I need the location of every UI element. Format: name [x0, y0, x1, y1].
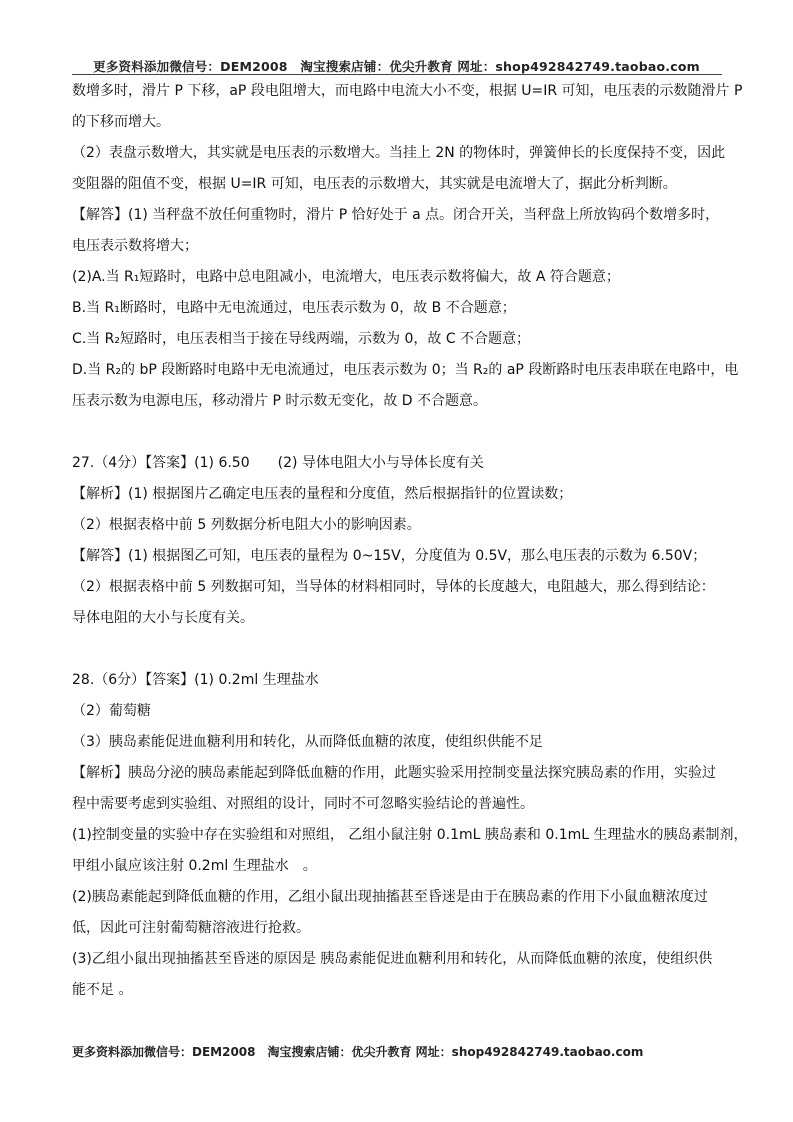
text-line: （2）葡萄糖: [72, 703, 151, 719]
text-line: （2）表盘示数增大，其实就是电压表的示数增大。当挂上 2N 的物体时，弹簧伸长的长度保持不变，因此: [72, 145, 726, 161]
header-divider: [72, 74, 722, 75]
text-line: 压表示数为电源电压，移动滑片 P 时示数无变化，故 D 不合题意。: [72, 393, 488, 409]
text-line: 导体电阻的大小与长度有关。: [72, 610, 254, 626]
text-line: （2）根据表格中前 5 列数据分析电阻大小的影响因素。: [72, 517, 421, 533]
text-line: 变阻器的阻值不变，根据 U=IR 可知，电压表的示数增大，其实就是电流增大了，据此分析判断。: [72, 176, 677, 192]
paragraph-gap: [72, 634, 724, 665]
text-line: (2)胰岛素能起到降低血糖的作用，乙组小鼠出现抽搐甚至昏迷是由于在胰岛素的作用下小鼠血糖浓度过: [72, 889, 708, 905]
text-line: 能不足 。: [72, 982, 133, 998]
text-line: B.当 R₁断路时，电路中无电流通过，电压表示数为 0，故 B 不合题意；: [72, 300, 516, 316]
paragraph-gap: [72, 417, 724, 448]
text-line: C.当 R₂短路时，电压表相当于接在导线两端，示数为 0，故 C 不合题意；: [72, 331, 531, 347]
text-line: （3）胰岛素能促进血糖利用和转化，从而降低血糖的浓度，使组织供能不足: [72, 734, 543, 750]
text-line: (2)A.当 R₁短路时，电路中总电阻减小，电流增大，电压表示数将偏大，故 A 符合题意；: [72, 269, 620, 285]
text-line: 甲组小鼠应该注射 0.2ml 生理盐水 。: [72, 858, 317, 874]
text-line: 【解析】胰岛分泌的胰岛素能起到降低血糖的作用，此题实验采用控制变量法探究胰岛素的作用，实验过: [72, 765, 716, 781]
text-line: 【解答】(1) 当秤盘不放任何重物时，滑片 P 恰好处于 a 点。闭合开关，当秤盘上所放钩码个数增多时，: [72, 207, 720, 223]
text-line: 【解析】(1) 根据图片乙确定电压表的量程和分度值，然后根据指针的位置读数；: [72, 486, 573, 502]
question-28-answer: 28.（6分）【答案】(1) 0.2ml 生理盐水: [72, 672, 319, 688]
page-header: 更多资料添加微信号：DEM2008 淘宝搜索店铺：优尖升教育 网址：shop492842749.taobao.com: [93, 59, 700, 74]
text-line: （2）根据表格中前 5 列数据可知，当导体的材料相同时，导体的长度越大，电阻越大，那么得到结论：: [72, 579, 715, 595]
text-line: 的下移而增大。: [72, 114, 170, 130]
text-line: 程中需要考虑到实验组、对照组的设计，同时不可忽略实验结论的普遍性。: [72, 796, 534, 812]
text-line: (1)控制变量的实验中存在实验组和对照组， 乙组小鼠注射 0.1mL 胰岛素和 0.1mL 生理盐水的胰岛素制剂，: [72, 827, 748, 843]
text-line: 低，因此可注射葡萄糖溶液进行抢救。: [72, 920, 310, 936]
question-27-answer: 27.（4分）【答案】(1) 6.50 (2) 导体电阻大小与导体长度有关: [72, 455, 484, 471]
text-line: 数增多时，滑片 P 下移，aP 段电阻增大，而电路中电流大小不变，根据 U=IR 可知，电压表的示数随滑片 P: [72, 83, 743, 99]
text-line: 电压表示数将增大；: [72, 238, 198, 254]
page-footer: 更多资料添加微信号：DEM2008 淘宝搜索店铺：优尖升教育 网址：shop492842749.taobao.com: [72, 1045, 644, 1059]
document-body: [72, 76, 748, 1006]
text-line: D.当 R₂的 bP 段断路时电路中无电流通过，电压表示数为 0；当 R₂的 aP 段断路时电压表串联在电路中，电: [72, 362, 739, 378]
text-line: (3)乙组小鼠出现抽搐甚至昏迷的原因是 胰岛素能促进血糖利用和转化，从而降低血糖的浓度，使组织供: [72, 951, 713, 967]
text-line: 【解答】(1) 根据图乙可知，电压表的量程为 0~15V，分度值为 0.5V，那么电压表的示数为 6.50V；: [72, 548, 707, 564]
